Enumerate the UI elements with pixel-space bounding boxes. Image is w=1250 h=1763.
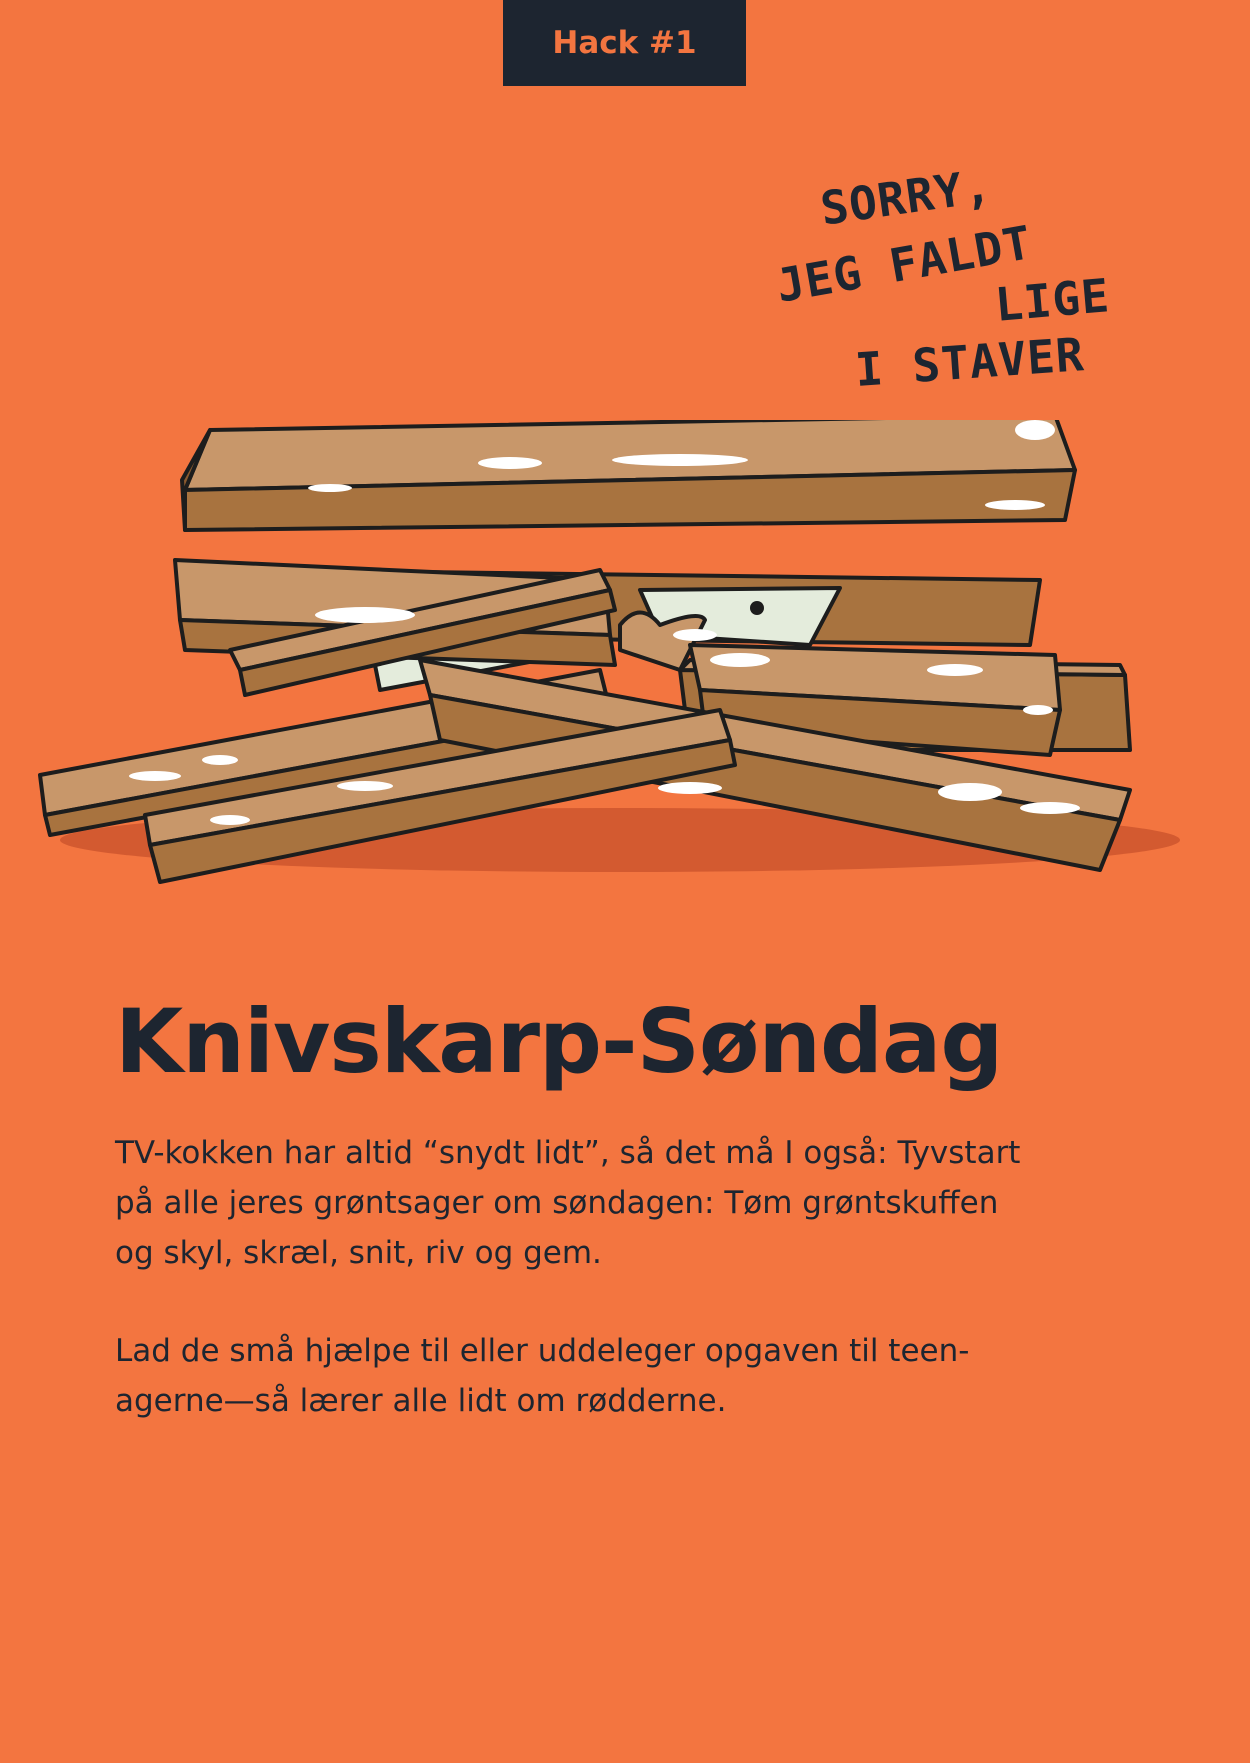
speech-line-4: I STAVER (853, 327, 1087, 397)
speech-line-1: SORRY, (817, 158, 996, 236)
hack-number-label: Hack #1 (552, 25, 697, 61)
wooden-sticks-character-icon (0, 420, 1250, 920)
speech-text (760, 158, 1160, 405)
speech-line-2: JEG FALDT (772, 214, 1036, 314)
paragraph-1-line-3: og skyl, skræl, snit, riv og gem. (115, 1235, 602, 1271)
paragraph-2-line-1: Lad de små hjælpe til eller uddeleger opgaven til teen- (115, 1333, 970, 1369)
body-paragraph-1 (115, 1128, 1145, 1278)
hack-number-tab (503, 0, 746, 86)
speech-line-3: LIGE (992, 268, 1112, 332)
page-title: Knivskarp-Søndag (115, 990, 1003, 1093)
body-paragraph-2 (115, 1326, 1145, 1426)
paragraph-2-line-2: agerne—så lærer alle lidt om rødderne. (115, 1383, 727, 1419)
paragraph-1-line-2: på alle jeres grøntsager om søndagen: Tøm grøntskuffen (115, 1185, 999, 1221)
paragraph-1-line-1: TV-kokken har altid “snydt lidt”, så det må I også: Tyvstart (115, 1135, 1021, 1171)
